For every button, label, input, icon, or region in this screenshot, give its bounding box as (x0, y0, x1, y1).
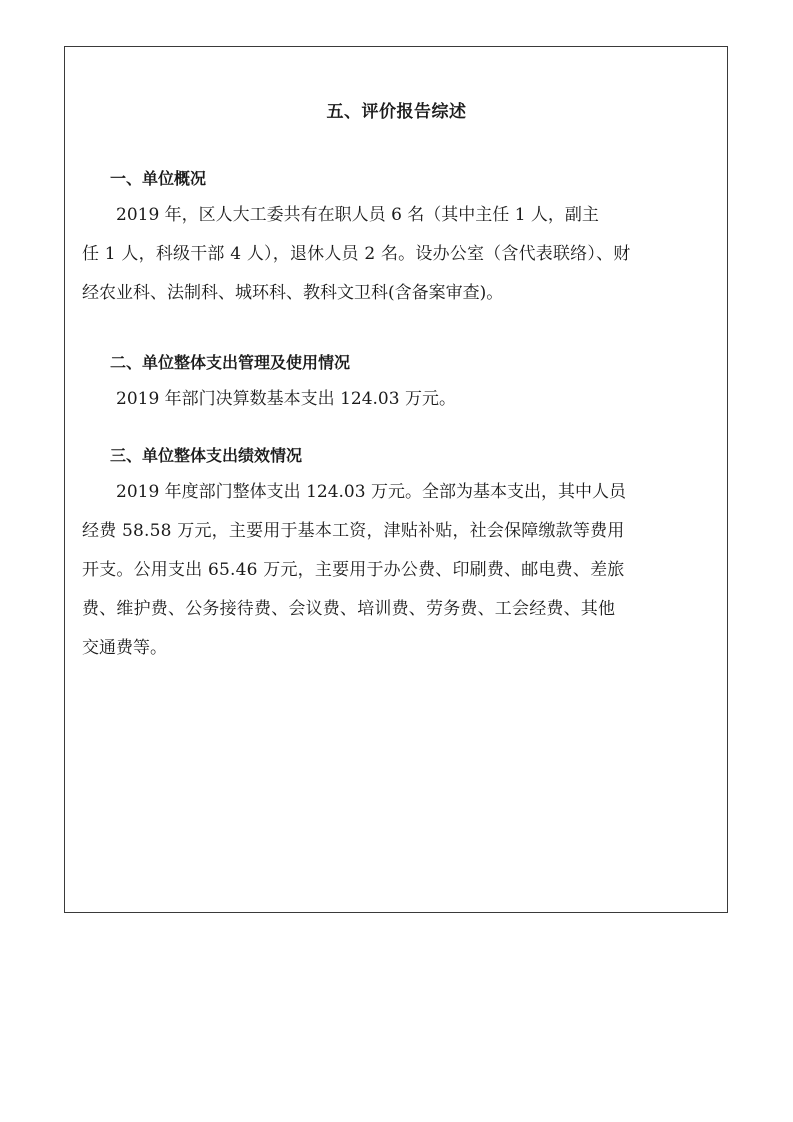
section-3-line-3: 开支。公用支出 65.46 万元，主要用于办公费、印刷费、邮电费、差旅 (82, 560, 625, 580)
section-3-line-1: 2019 年度部门整体支出 124.03 万元。全部为基本支出，其中人员 (116, 482, 626, 502)
section-1-line-3: 经农业科、法制科、城环科、教科文卫科(含备案审查)。 (82, 283, 504, 303)
report-title: 五、评价报告综述 (326, 102, 467, 122)
section-1-heading: 一、单位概况 (110, 169, 207, 188)
section-3-line-4: 费、维护费、公务接待费、会议费、培训费、劳务费、工会经费、其他 (82, 599, 616, 619)
section-3-line-2: 经费 58.58 万元，主要用于基本工资，津贴补贴，社会保障缴款等费用 (82, 521, 625, 541)
section-3-heading: 三、单位整体支出绩效情况 (110, 446, 303, 465)
section-3-line-5: 交通费等。 (82, 638, 167, 658)
section-2-heading: 二、单位整体支出管理及使用情况 (110, 353, 351, 372)
section-2-line-1: 2019 年部门决算数基本支出 124.03 万元。 (116, 389, 456, 409)
section-1-line-1: 2019 年，区人大工委共有在职人员 6 名（其中主任 1 人，副主 (116, 205, 599, 225)
section-1-line-2: 任 1 人，科级干部 4 人），退休人员 2 名。设办公室（含代表联络）、财 (82, 244, 631, 264)
